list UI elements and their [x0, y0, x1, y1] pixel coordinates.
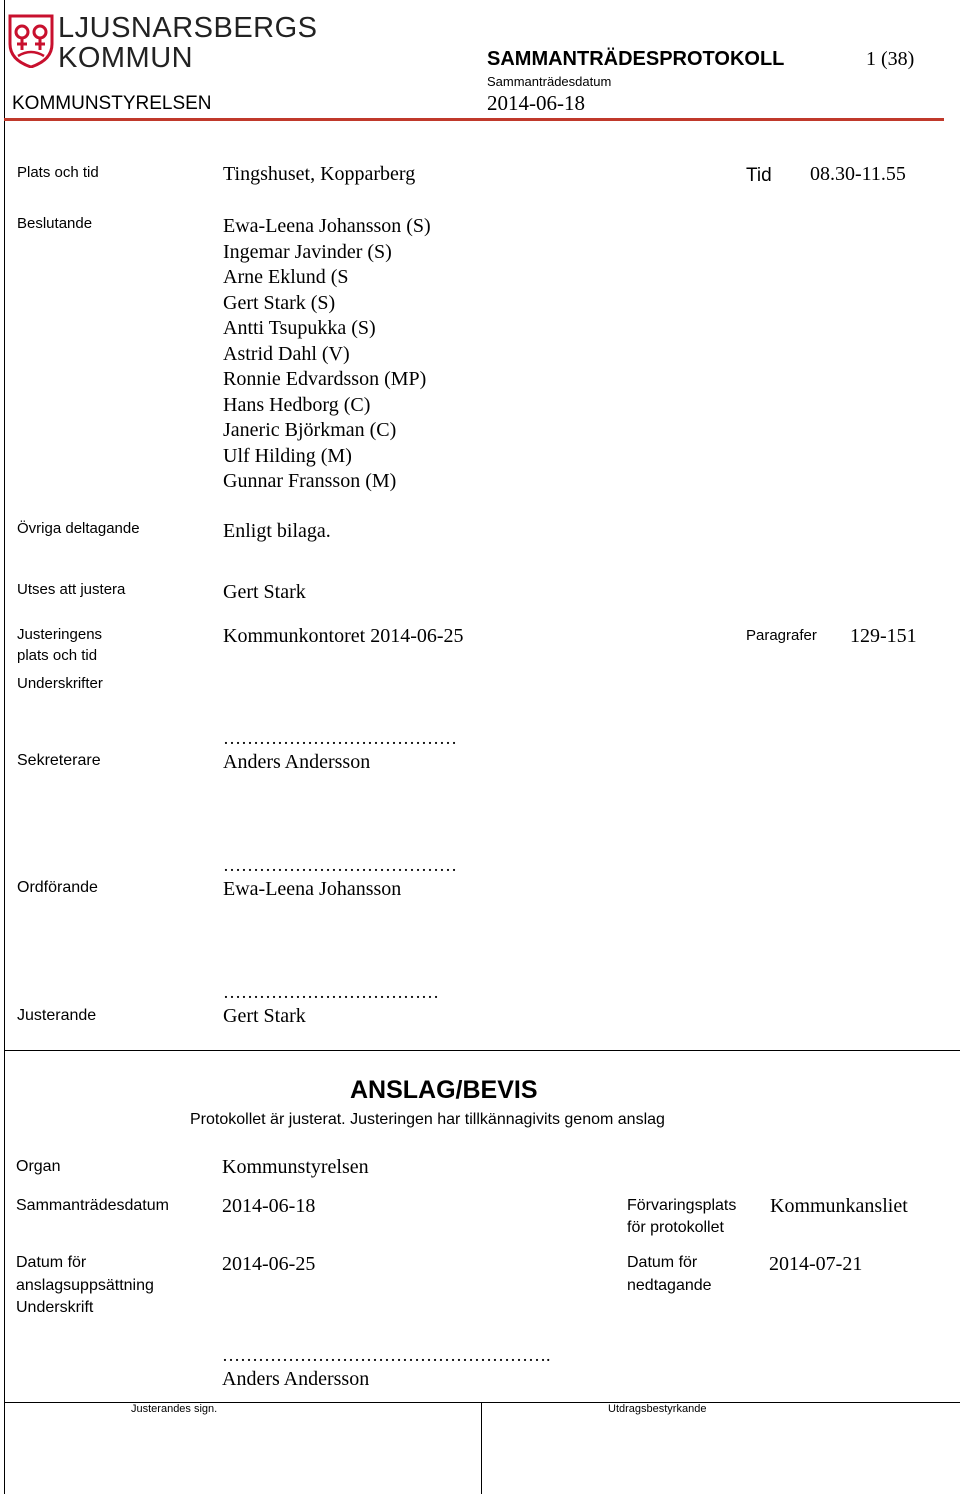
others-label: Övriga deltagande	[17, 520, 140, 537]
notice-meeting-date-label: Sammanträdesdatum	[16, 1197, 169, 1214]
date-label: Sammanträdesdatum	[487, 74, 612, 89]
deciding-member: Astrid Dahl (V)	[223, 342, 350, 365]
deciding-member: Gunnar Fransson (M)	[223, 470, 397, 492]
meeting-date: 2014-06-18	[487, 91, 585, 115]
storage-label-1: Förvaringsplats	[627, 1197, 737, 1214]
signature-label: Underskrift	[16, 1299, 94, 1316]
time-value: 08.30-11.55	[810, 163, 906, 185]
footer-right-label: Utdragsbestyrkande	[608, 1403, 707, 1415]
removal-date: 2014-07-21	[769, 1253, 863, 1275]
deciding-label: Beslutande	[17, 215, 93, 232]
adjust-place-label-2: plats och tid	[17, 647, 98, 664]
others-value: Enligt bilaga.	[223, 520, 331, 542]
deciding-member: Ewa-Leena Johansson (S)	[223, 215, 431, 237]
secretary-label: Sekreterare	[17, 752, 101, 769]
chair-name: Ewa-Leena Johansson	[223, 878, 402, 900]
page-left-border	[4, 0, 5, 1494]
org-name-line1: LJUSNARSBERGS	[58, 12, 318, 44]
deciding-member: Ingemar Javinder (S)	[223, 240, 392, 263]
deciding-member: Janeric Björkman (C)	[223, 419, 397, 441]
footer-divider	[481, 1402, 482, 1494]
posting-label-1: Datum för	[16, 1254, 87, 1271]
time-label: Tid	[746, 165, 772, 186]
adjuster-value: Gert Stark	[223, 581, 306, 603]
deciding-member: Gert Stark (S)	[223, 291, 336, 314]
removal-label-2: nedtagande	[627, 1277, 712, 1294]
deciding-member: Hans Hedborg (C)	[223, 393, 371, 416]
notice-subtitle: Protokollet är justerat. Justeringen har tillkännagivits genom anslag	[190, 1111, 665, 1128]
adjuster-label: Utses att justera	[17, 581, 126, 598]
deciding-member: Ronnie Edvardsson (MP)	[223, 368, 427, 390]
storage-value: Kommunkansliet	[770, 1195, 908, 1217]
deciding-member: Arne Eklund (S	[223, 266, 349, 288]
place-value: Tingshuset, Kopparberg	[223, 163, 416, 185]
deciding-member: Ulf Hilding (M)	[223, 444, 352, 467]
posting-date: 2014-06-25	[222, 1253, 316, 1275]
removal-label-1: Datum för	[627, 1254, 698, 1271]
place-label: Plats och tid	[17, 164, 99, 181]
org-name-line2: KOMMUN	[58, 42, 194, 74]
adjust-place-value: Kommunkontoret 2014-06-25	[223, 625, 464, 647]
adjust-place-label-1: Justeringens	[17, 626, 103, 643]
deciding-list	[223, 214, 431, 495]
header-rule	[4, 118, 944, 121]
chair-signature-line: …………………………………	[223, 855, 457, 875]
paragraphs-value: 129-151	[850, 625, 917, 647]
adjuster-signature-line: ………………………………	[223, 982, 439, 1002]
storage-label-2: för protokollet	[627, 1219, 724, 1236]
posting-label-2: anslagsuppsättning	[16, 1277, 154, 1294]
board-name: KOMMUNSTYRELSEN	[12, 93, 212, 114]
page-number: 1 (38)	[866, 48, 915, 70]
secretary-name: Anders Andersson	[223, 751, 371, 773]
notice-top-rule	[4, 1050, 960, 1051]
notice-signature-line: ……………………………………………….	[222, 1345, 551, 1365]
secretary-signature-line: …………………………………	[223, 728, 457, 748]
organ-value: Kommunstyrelsen	[222, 1156, 369, 1178]
notice-meeting-date: 2014-06-18	[222, 1195, 316, 1217]
signatures-label: Underskrifter	[17, 675, 103, 692]
chair-label: Ordförande	[17, 879, 98, 896]
notice-signature-name: Anders Andersson	[222, 1368, 370, 1390]
adjuster-sign-label: Justerande	[17, 1007, 97, 1024]
coat-of-arms-icon	[8, 14, 54, 68]
paragraphs-label: Paragrafer	[746, 627, 817, 644]
municipality-logo	[8, 14, 54, 68]
doc-title: SAMMANTRÄDESPROTOKOLL	[487, 48, 785, 70]
notice-title: ANSLAG/BEVIS	[350, 1076, 538, 1104]
organ-label: Organ	[16, 1158, 61, 1175]
footer-left-label: Justerandes sign.	[131, 1403, 218, 1415]
deciding-member: Antti Tsupukka (S)	[223, 317, 376, 339]
adjuster-sign-name: Gert Stark	[223, 1005, 306, 1027]
